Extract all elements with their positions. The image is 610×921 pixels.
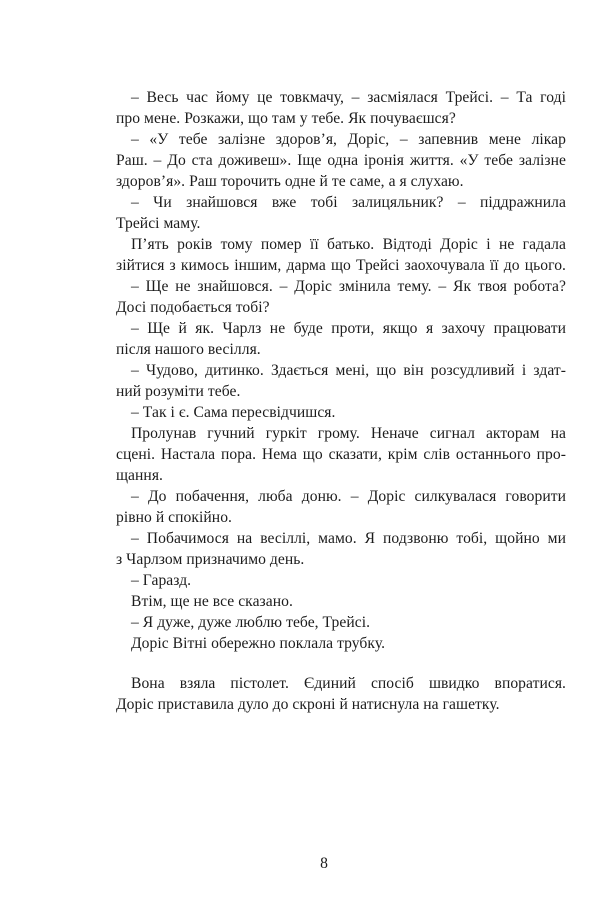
text-line: – Чи знайшовся вже тобі залицяльник? – піддражнила	[131, 194, 566, 211]
text-line: Доріс приставила дуло до скроні й натиснула на гашетку.	[116, 696, 500, 713]
text-line: – Так і є. Сама пересвідчишся.	[131, 404, 336, 421]
text-line: Втім, ще не все сказано.	[131, 593, 293, 610]
text-line: Пролунав гучний гуркіт грому. Неначе сигнал акторам на	[131, 425, 566, 442]
text-line: з Чарлзом призначимо день.	[116, 551, 305, 568]
text-line: – «У тебе залізне здоров’я, Доріс, – запевнив мене лікар	[131, 131, 566, 148]
text-line: сцені. Настала пора. Нема що сказати, крім слів останнього про-	[116, 446, 566, 463]
text-line: Досі подобається тобі?	[116, 299, 270, 316]
text-line: – Побачимося на весіллі, мамо. Я подзвоню тобі, щойно ми	[131, 530, 566, 547]
text-line: зійтися з кимось іншим, дарма що Трейсі заохочувала її до цього.	[116, 257, 566, 274]
text-line: рівно й спокійно.	[116, 509, 232, 526]
text-line: про мене. Розкажи, що там у тебе. Як почуваєшся?	[116, 110, 456, 127]
text-line: – Я дуже, дуже люблю тебе, Трейсі.	[131, 614, 371, 631]
text-line: – Ще не знайшовся. – Доріс змінила тему. – Як твоя робота?	[131, 278, 566, 295]
text-line: Доріс Вітні обережно поклала трубку.	[131, 635, 386, 652]
text-line: – Весь час йому це товкмачу, – засміялася Трейсі. – Та годі	[131, 89, 566, 106]
text-line: П’ять років тому помер її батько. Відтоді Доріс і не гадала	[131, 236, 566, 253]
text-line: щання.	[116, 467, 163, 484]
text-line: ний розуміти тебе.	[116, 383, 241, 400]
text-line: – Гаразд.	[131, 572, 192, 589]
text-line: здоров’я». Раш торочить одне й те саме, а я слухаю.	[116, 173, 464, 190]
text-line: після нашого весілля.	[116, 341, 261, 358]
text-line: – До побачення, люба доню. – Доріс силкувалася говорити	[131, 488, 566, 505]
text-line: – Ще й як. Чарлз не буде проти, якщо я захочу працювати	[131, 320, 566, 337]
page-number: 8	[320, 855, 328, 872]
text-line: Раш. – До ста доживеш». Іще одна іронія життя. «У тебе залізне	[116, 152, 566, 169]
text-line: Вона взяла пістолет. Єдиний спосіб швидко впоратися.	[131, 675, 566, 692]
text-line: Трейсі маму.	[116, 215, 201, 232]
text-line: – Чудово, дитинко. Здається мені, що він розсудливий і здат-	[131, 362, 566, 379]
